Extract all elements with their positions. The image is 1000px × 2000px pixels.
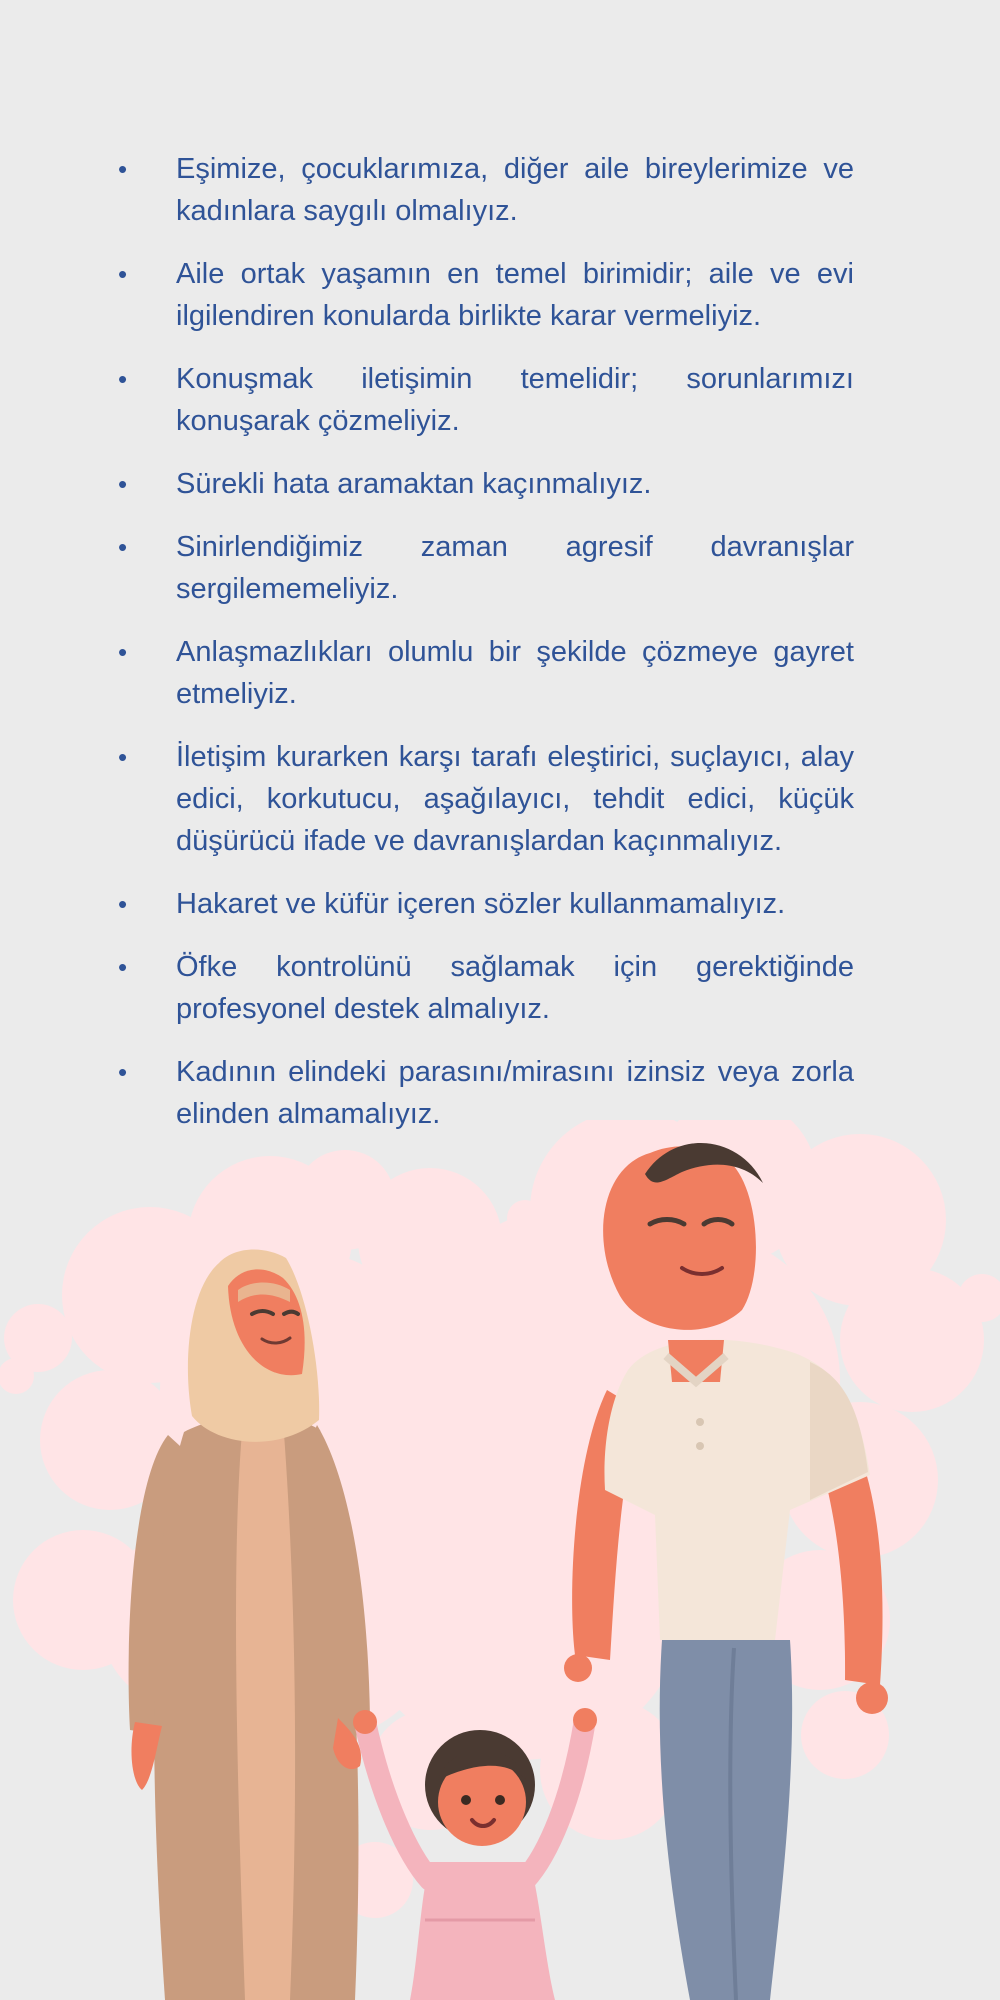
list-item <box>118 1051 854 1135</box>
bullet-text: Anlaşmazlıkları olumlu bir şekilde çözmeye gayret etmeliyiz. <box>176 636 854 710</box>
list-item <box>118 736 854 862</box>
bullet-icon: • <box>118 742 128 772</box>
bullet-text: Sürekli hata aramaktan kaçınmalıyız. <box>176 468 652 500</box>
bullet-icon: • <box>118 532 128 562</box>
family-illustration-svg <box>0 1120 1000 2000</box>
bullet-text: Sinirlendiğimiz zaman agresif davranışlar sergilememeliyiz. <box>176 531 854 605</box>
bullet-text: Kadının elindeki parasını/mirasını izinsiz veya zorla elinden almamalıyız. <box>176 1056 854 1130</box>
bullet-text: Aile ortak yaşamın en temel birimidir; aile ve evi ilgilendiren konularda birlikte karar vermeliyiz. <box>176 258 854 332</box>
bullet-text: Konuşmak iletişimin temelidir; sorunlarımızı konuşarak çözmeliyiz. <box>176 363 854 437</box>
bullet-icon: • <box>118 154 128 184</box>
list-item <box>118 526 854 610</box>
bullet-text: Öfke kontrolünü sağlamak için gerektiğinde profesyonel destek almalıyız. <box>176 951 854 1025</box>
bullet-text: İletişim kurarken karşı tarafı eleştirici, suçlayıcı, alay edici, korkutucu, aşağılayıcı, tehdit edici, küçük düşürücü ifade ve davranışlardan kaçınmalıyız. <box>176 741 854 857</box>
family-illustration-icon <box>0 1120 1000 2000</box>
bullet-icon: • <box>118 259 128 289</box>
bullet-text: Eşimize, çocuklarımıza, diğer aile bireylerimize ve kadınlara saygılı olmalıyız. <box>176 153 854 227</box>
bullet-icon: • <box>118 364 128 394</box>
list-item <box>118 148 854 232</box>
bullet-icon: • <box>118 469 128 499</box>
bullet-icon: • <box>118 1057 128 1087</box>
list-item <box>118 631 854 715</box>
bullet-icon: • <box>118 889 128 919</box>
bullet-icon: • <box>118 637 128 667</box>
list-item <box>118 463 854 505</box>
bullet-icon: • <box>118 952 128 982</box>
list-item <box>118 358 854 442</box>
list-item <box>118 946 854 1030</box>
bullet-list <box>118 148 854 1156</box>
bullet-text: Hakaret ve küfür içeren sözler kullanmamalıyız. <box>176 888 786 920</box>
list-item <box>118 253 854 337</box>
list-item <box>118 883 854 925</box>
